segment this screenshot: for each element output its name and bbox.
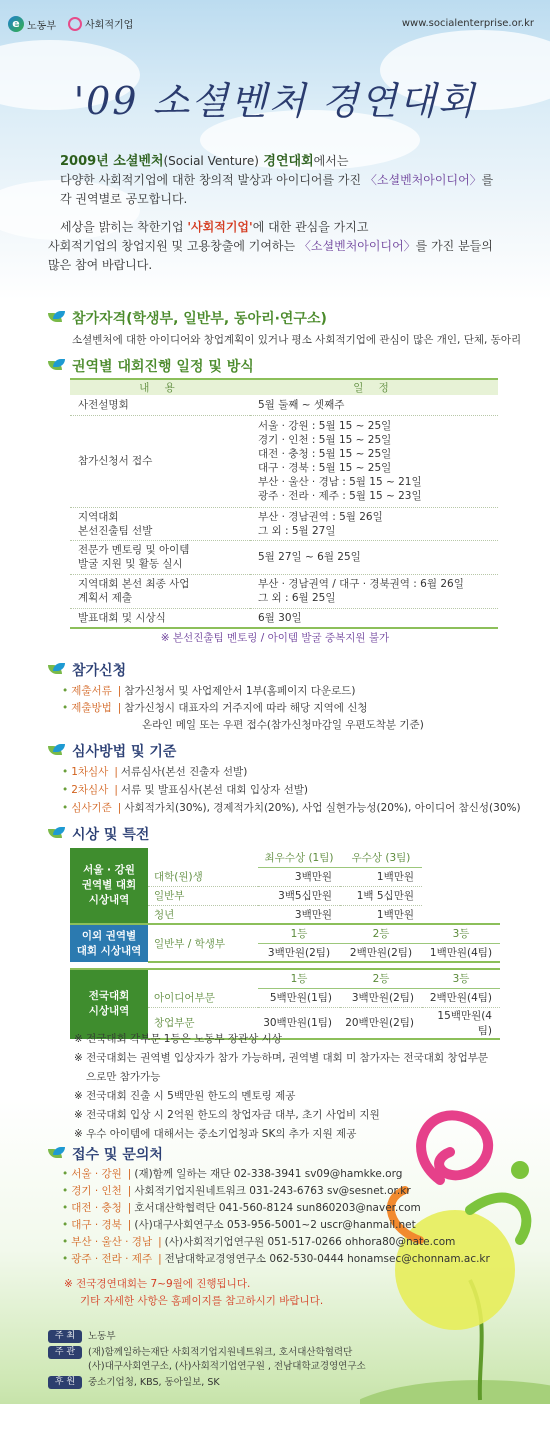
schedule-date-cell: [250, 507, 498, 540]
awards-note: 으로만 참가가능: [86, 1071, 161, 1083]
award-head: 우수상 (3팀): [340, 848, 422, 867]
intro-lead: 2009년 소셜벤처: [60, 154, 164, 169]
regional-awards-table: [70, 848, 500, 963]
contact-region: 경기 · 인천: [71, 1185, 122, 1197]
contact-text[interactable]: (사)사회적기업연구원 051-517-0266 ohhora80@nate.com: [164, 1236, 456, 1248]
award-value: 5백만원(1팀): [258, 988, 340, 1007]
review-text: 서류 및 발표심사(본선 대회 입상자 선발): [120, 784, 309, 796]
leaf-icon: [48, 744, 66, 758]
section-title: 권역별 대회진행 일정 및 방식: [72, 359, 254, 375]
schedule-row: [70, 395, 498, 415]
schedule-row: [70, 574, 498, 608]
contact-region: 서울 · 강원: [71, 1168, 122, 1180]
intro-p2-line2a: 사회적기업의 창업지원 및 고용창출에 기여하는: [48, 239, 299, 253]
seoul-awards-band: 서울 · 강원 권역별 대회 시상내역: [70, 848, 148, 924]
award-category: 대학(원)생: [148, 867, 258, 886]
contact-region: 대전 · 충청: [71, 1202, 122, 1214]
review-label: 2차심사: [71, 784, 109, 796]
contact-item[interactable]: [62, 1166, 402, 1181]
credit-text: [88, 1346, 366, 1374]
intro-highlight-idea-2: 〈소셜벤처아이디어〉: [298, 239, 416, 253]
section-contact-heading: [48, 1144, 163, 1164]
award-category: 일반부: [148, 886, 258, 905]
award-value: 1백만원: [340, 905, 422, 924]
schedule-item: 발표대회 및 시상식: [70, 608, 250, 628]
application-label: 제출방법: [71, 702, 112, 714]
bullet-dot: •: [62, 1185, 69, 1197]
separator: |: [127, 1168, 132, 1180]
credit-tag: 후 원: [48, 1376, 82, 1389]
bullet-dot: •: [62, 766, 69, 778]
other-awards-band: 이외 권역별 대회 시상내역: [70, 924, 148, 962]
contact-text[interactable]: (재)함께 일하는 재단 02-338-3941 sv09@hamkke.org: [134, 1168, 403, 1180]
schedule-date: 그 외 : 6월 25일: [258, 592, 336, 604]
bottom-strip: [0, 1404, 550, 1434]
award-head: 최우수상 (1팀): [258, 848, 340, 867]
awards-note: ※ 우수 아이템에 대해서는 중소기업청과 SK의 추가 지원 제공: [74, 1128, 357, 1140]
intro-highlight-social-enterprise: '사회적기업': [187, 220, 253, 234]
intro-paragraph-2: [48, 218, 518, 275]
schedule-row: [70, 540, 498, 574]
contact-text[interactable]: (사)대구사회연구소 053-956-5001~2 uscr@hanmail.net: [134, 1219, 416, 1231]
site-url-link[interactable]: www.socialenterprise.or.kr: [401, 18, 534, 29]
homepage-red-note: 기타 자세한 사항은 홈페이지를 참고하시기 바랍니다.: [80, 1295, 324, 1307]
schedule-row: [70, 507, 498, 540]
intro-p2-line1c: 에 대한 관심을 가지고: [252, 220, 369, 234]
separator: |: [117, 802, 122, 814]
section-title: 참가신청: [72, 663, 127, 679]
award-value: 1백만원: [340, 867, 422, 886]
review-item: [62, 764, 247, 779]
award-category: 일반부 / 학생부: [148, 924, 258, 962]
award-value: 1백만원(4팀): [422, 943, 500, 962]
schedule-red-note: ※ 전국경연대회는 7~9월에 진행됩니다.: [64, 1278, 251, 1290]
application-text: 참가신청서 및 사업제안서 1부(홈페이지 다운로드): [124, 685, 356, 697]
bullet-dot: •: [62, 1253, 69, 1265]
credit-sponsor: [48, 1376, 220, 1390]
award-head: 2등: [340, 969, 422, 988]
award-value: 3백만원: [258, 867, 340, 886]
awards-note: ※ 전국대회 각부문 1등은 노동부 장관상 시상: [74, 1033, 282, 1045]
schedule-date: 부산 · 울산 · 경남 : 5월 15 ~ 21일: [258, 476, 422, 488]
separator: |: [127, 1219, 132, 1231]
schedule-date-cell: [250, 540, 498, 574]
schedule-date-cell: [250, 608, 498, 628]
section-review-heading: [48, 741, 176, 761]
section-title: 심사방법 및 기준: [72, 744, 177, 760]
award-head: 1등: [258, 969, 340, 988]
header: [0, 0, 550, 46]
intro-lead2: 경연대회: [258, 154, 314, 169]
award-category: 청년: [148, 905, 258, 924]
application-label: 제출서류: [71, 685, 112, 697]
award-value: 2백만원(2팀): [340, 943, 422, 962]
bullet-dot: •: [62, 685, 69, 697]
credit-text: 중소기업청, KBS, 동아일보, SK: [88, 1377, 220, 1388]
bullet-dot: •: [62, 1219, 69, 1231]
review-text: 사회적가치(30%), 경제적가치(20%), 사업 실현가능성(20%), 아이디어 참신성(30%): [124, 802, 521, 814]
intro-highlight-idea: 〈소셜벤처아이디어〉: [364, 173, 482, 187]
separator: |: [158, 1253, 162, 1265]
award-value: 30백만원(1팀): [258, 1007, 340, 1039]
schedule-date: 대전 · 충청 : 5월 15 ~ 25일: [258, 448, 392, 460]
award-value: 3백5십만원: [258, 886, 340, 905]
section-qualification-heading: [48, 308, 327, 328]
ministry-logo-text: 노동부: [27, 20, 56, 32]
schedule-date: 5월 27일 ~ 6월 25일: [258, 551, 361, 563]
bullet-dot: •: [62, 802, 69, 814]
schedule-date: 경기 · 인천 : 5월 15 ~ 25일: [258, 434, 392, 446]
schedule-date: 대구 · 경북 : 5월 15 ~ 25일: [258, 462, 392, 474]
application-item: [62, 700, 368, 715]
schedule-item: 사전설명회: [70, 395, 250, 415]
award-category: 아이디어부문: [148, 988, 258, 1007]
contact-region: 대구 · 경북: [71, 1219, 122, 1231]
application-item: [62, 683, 355, 698]
contact-text[interactable]: 사회적기업지원네트워크 031-243-6763 sv@sesnet.or.kr: [134, 1185, 411, 1197]
separator: |: [127, 1202, 132, 1214]
schedule-body: [70, 395, 498, 628]
contact-item[interactable]: [62, 1200, 421, 1215]
intro-paragraph-1: [48, 152, 518, 209]
section-schedule-heading: [48, 356, 254, 376]
intro-p2-line3: 많은 참여 바랍니다.: [48, 258, 153, 272]
leaf-icon: [48, 359, 66, 373]
schedule-date: 부산 · 경남권역 : 5월 26일: [258, 510, 383, 523]
application-text: 참가신청시 대표자의 거주지에 따라 해당 지역에 신청: [124, 702, 368, 714]
separator: |: [114, 784, 118, 796]
contact-region: 광주 · 전라 · 제주: [71, 1253, 153, 1265]
contact-item[interactable]: [62, 1234, 455, 1249]
intro-p2-line1a: 세상을 밝히는 착한기업: [60, 220, 188, 234]
contact-item[interactable]: [62, 1217, 416, 1232]
section-title: 시상 및 특전: [72, 827, 150, 843]
national-awards-band: 전국대회 시상내역: [70, 969, 148, 1039]
schedule-item: 지역대회 본선진출팀 선발: [70, 507, 250, 540]
award-category: 창업부문: [148, 1007, 258, 1039]
schedule-date: 6월 30일: [258, 611, 302, 624]
page-title: '09 소셜벤처 경연대회: [73, 79, 477, 123]
award-value: 20백만원(2팀): [340, 1007, 422, 1039]
ministry-logo-icon: e: [8, 16, 24, 32]
bullet-dot: •: [62, 1202, 69, 1214]
schedule-date-cell: [250, 415, 498, 507]
intro-line2a: 다양한 사회적기업에 대한 창의적 발상과 아이디어를 가진: [60, 173, 365, 187]
review-item: [62, 800, 521, 815]
credit-text-line: (사)대구사회연구소, (사)사회적기업연구원 , 전남대학교경영연구소: [88, 1361, 366, 1372]
award-value: 15백만원(4팀): [422, 1007, 500, 1039]
schedule-header-date: 일 정: [250, 379, 498, 395]
contact-text[interactable]: 전남대학교경영연구소 062-530-0444 honamsec@chonnam.ac.kr: [164, 1253, 490, 1265]
section-application-heading: [48, 660, 126, 680]
credit-host: [48, 1330, 116, 1344]
schedule-table: [70, 378, 498, 629]
review-label: 심사기준: [71, 802, 112, 814]
se-dot: [511, 1161, 529, 1179]
section-title: 참가자격(학생부, 일반부, 동아리·연구소): [72, 311, 327, 327]
schedule-item: 전문가 멘토링 및 아이템 발굴 지원 및 활동 실시: [70, 540, 250, 574]
contact-item[interactable]: [62, 1251, 490, 1266]
schedule-date: 광주 · 전라 · 제주 : 5월 15 ~ 23일: [258, 490, 422, 502]
separator: |: [114, 766, 118, 778]
award-head: 3등: [422, 969, 500, 988]
schedule-item: 지역대회 본선 최종 사업 계획서 제출: [70, 574, 250, 608]
award-value: 2백만원(4팀): [422, 988, 500, 1007]
separator: |: [117, 702, 122, 714]
award-head: 2등: [340, 924, 422, 943]
bullet-dot: •: [62, 784, 69, 796]
schedule-row: [70, 415, 498, 507]
credit-tag: 주 최: [48, 1330, 82, 1343]
bullet-dot: •: [62, 1236, 69, 1248]
se-swirl-pink: [421, 1115, 488, 1180]
social-enterprise-logo-text: 사회적기업: [85, 20, 134, 31]
credit-text-line: (재)함께일하는재단 사회적기업지원네트워크, 호서대산학협력단: [88, 1347, 353, 1358]
schedule-date: 5월 둘째 ~ 셋째주: [258, 398, 345, 411]
review-item: [62, 782, 308, 797]
schedule-row: [70, 608, 498, 628]
intro-text: [48, 152, 518, 284]
schedule-date-cell: [250, 574, 498, 608]
qualification-text: 소셜벤처에 대한 아이디어와 창업계획이 있거나 평소 사회적기업에 관심이 많은 개인, 단체, 동아리: [72, 334, 522, 346]
awards-note: ※ 전국대회 입상 시 2억원 한도의 창업자금 대부, 초기 사업비 지원: [74, 1109, 380, 1121]
schedule-date-cell: [250, 395, 498, 415]
contact-text[interactable]: 호서대산학협력단 041-560-8124 sun860203@naver.com: [134, 1202, 421, 1214]
leaf-icon: [48, 1147, 66, 1161]
schedule-date: 부산 · 경남권역 / 대구 · 경북권역 : 6월 26일: [258, 578, 464, 590]
schedule-note: ※ 본선진출팀 멘토링 / 아이템 발굴 중복지원 불가: [160, 632, 390, 644]
intro-line3: 각 권역별로 공모합니다.: [60, 192, 188, 206]
award-value: 1백 5십만원: [340, 886, 422, 905]
bullet-dot: •: [62, 702, 69, 714]
credit-tag: 주 관: [48, 1346, 82, 1359]
review-text: 서류심사(본선 진출자 선발): [120, 766, 248, 778]
leaf-icon: [48, 827, 66, 841]
application-extra: 온라인 메일 또는 우편 접수(참가신청마감일 우편도착분 기준): [142, 719, 424, 731]
social-enterprise-logo[interactable]: [68, 16, 133, 31]
awards-note: ※ 전국대회 진출 시 5백만원 한도의 멘토링 제공: [74, 1090, 296, 1102]
intro-line2c: 를: [481, 173, 494, 187]
bullet-dot: •: [62, 1168, 69, 1180]
credit-organizer: [48, 1346, 366, 1374]
separator: |: [158, 1236, 162, 1248]
contact-item[interactable]: [62, 1183, 411, 1198]
national-awards-table: [70, 968, 500, 1040]
intro-paren: (Social Venture): [163, 154, 259, 168]
award-head: 3등: [422, 924, 500, 943]
leaf-icon: [48, 311, 66, 325]
separator: |: [117, 685, 122, 697]
schedule-date: 그 외 : 5월 27일: [258, 524, 336, 537]
ministry-logo[interactable]: [8, 16, 56, 32]
credit-text: 노동부: [88, 1331, 116, 1342]
intro-rest1: 에서는: [313, 154, 349, 168]
award-value: 3백만원(2팀): [340, 988, 422, 1007]
schedule-item: 참가신청서 접수: [70, 415, 250, 507]
separator: |: [127, 1185, 132, 1197]
social-enterprise-logo-icon: [68, 17, 82, 31]
contact-region: 부산 · 울산 · 경남: [71, 1236, 153, 1248]
section-title: 접수 및 문의처: [72, 1147, 163, 1163]
schedule-date: 서울 · 강원 : 5월 15 ~ 25일: [258, 420, 392, 432]
award-value: 3백만원(2팀): [258, 943, 340, 962]
section-awards-heading: [48, 824, 149, 844]
award-head: 1등: [258, 924, 340, 943]
schedule-header-content: 내 용: [70, 379, 250, 395]
award-value: 3백만원: [258, 905, 340, 924]
leaf-icon: [48, 663, 66, 677]
awards-note: ※ 전국대회는 권역별 입상자가 참가 가능하며, 권역별 대회 미 참가자는 전국대회 창업부문: [74, 1052, 488, 1064]
intro-p2-line2c: 를 가진 분들의: [415, 239, 493, 253]
review-label: 1차심사: [71, 766, 109, 778]
